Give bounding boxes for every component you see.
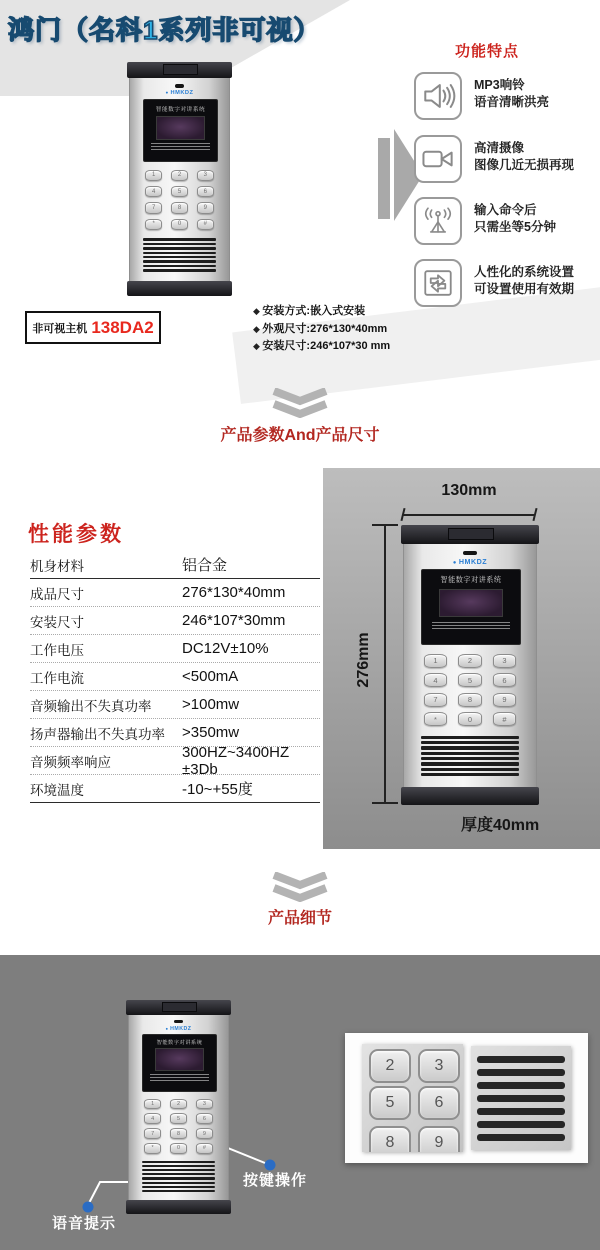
grille-bar — [143, 260, 216, 262]
panel-title: 智能数字对讲系统 — [156, 1039, 203, 1046]
grille-bar — [142, 1190, 215, 1192]
details-section — [0, 955, 600, 1250]
key-9: 9 — [197, 202, 215, 213]
spec-bullet: ◆ 外观尺寸:276*130*40mm — [253, 321, 390, 339]
closeup-key-2: 2 — [369, 1049, 411, 1083]
feature-line2: 只需坐等5分钟 — [474, 220, 556, 234]
lcd-screen — [439, 589, 504, 618]
param-row — [30, 635, 320, 663]
chevron-down-icon — [268, 388, 332, 418]
grille-bar — [143, 243, 216, 245]
dim-height-label: 276mm — [355, 632, 372, 688]
panel-text-line — [150, 1077, 209, 1078]
speaker-grille — [142, 1161, 215, 1192]
installation-specs — [253, 303, 390, 356]
key-6: 6 — [493, 673, 516, 687]
brand-logo: ● HMKDZ — [130, 90, 229, 96]
feature-line1: 输入命令后 — [474, 203, 537, 217]
param-label: 成品尺寸 — [30, 586, 84, 602]
param-row — [30, 775, 320, 803]
brand-logo: ● HMKDZ — [129, 1026, 228, 1032]
feature-text — [474, 264, 574, 298]
key-#: # — [197, 219, 215, 230]
divider-label-params: 产品参数And产品尺寸 — [220, 427, 380, 444]
feature-text — [474, 202, 556, 236]
grille-bar — [421, 741, 519, 744]
key-2: 2 — [170, 1099, 188, 1109]
mic-indicator — [463, 551, 476, 555]
param-value: 300HZ~3400HZ ±3Db — [182, 743, 290, 778]
panel-title: 智能数字对讲系统 — [440, 575, 502, 584]
model-label: 非可视主机 — [32, 322, 88, 335]
feature-line2: 语音清晰洪亮 — [474, 95, 550, 109]
dim-height-line — [384, 525, 386, 803]
param-row — [30, 579, 320, 607]
param-row — [30, 691, 320, 719]
param-row — [30, 551, 320, 579]
param-value: DC12V±10% — [182, 640, 269, 657]
lcd-screen — [156, 116, 205, 140]
model-badge — [25, 311, 161, 344]
keypad — [424, 654, 516, 726]
param-label: 机身材料 — [30, 558, 84, 574]
mic-indicator — [175, 84, 185, 88]
callout-label-keys: 按键操作 — [243, 1172, 308, 1189]
panel-text-line — [150, 1080, 209, 1081]
param-label: 扬声器输出不失真功率 — [30, 726, 165, 742]
key-5: 5 — [171, 186, 189, 197]
key-8: 8 — [458, 693, 481, 707]
speaker-icon — [414, 72, 462, 120]
dim-width-label: 130mm — [441, 482, 497, 499]
key-9: 9 — [493, 693, 516, 707]
unit-bottom-cap — [401, 787, 539, 805]
feature-line1: MP3响铃 — [474, 78, 525, 92]
grille-bar — [143, 238, 216, 240]
unit-top-cap — [401, 525, 539, 544]
panel-text-line — [432, 622, 510, 623]
key-8: 8 — [171, 202, 189, 213]
panel-text-line — [151, 149, 210, 150]
param-value: <500mA — [182, 668, 239, 685]
display-panel — [143, 99, 218, 162]
dimension-product-image — [403, 525, 537, 805]
param-label: 安装尺寸 — [30, 614, 84, 630]
unit-bottom-cap — [126, 1200, 231, 1214]
brand-logo: ● HMKDZ — [404, 558, 536, 566]
grille-bar — [142, 1182, 215, 1184]
key-3: 3 — [196, 1099, 214, 1109]
key-0: 0 — [171, 219, 189, 230]
panel-text-line — [151, 143, 210, 144]
param-value: 铝合金 — [182, 557, 228, 574]
key-4: 4 — [144, 1113, 162, 1123]
camera-icon — [414, 135, 462, 183]
keypad — [145, 170, 214, 230]
display-panel — [421, 569, 521, 645]
keypad — [144, 1099, 213, 1154]
grille-bar — [421, 773, 519, 776]
mic-indicator — [174, 1020, 184, 1023]
key-2: 2 — [171, 170, 189, 181]
closeup-key-3: 3 — [418, 1049, 460, 1083]
key-1: 1 — [144, 1099, 162, 1109]
feature-item — [414, 72, 600, 120]
feature-item — [414, 259, 600, 307]
panel-text-line — [150, 1074, 209, 1075]
closeup-key-5: 5 — [369, 1086, 411, 1120]
chevron-down-icon — [268, 872, 332, 902]
grille-bar — [142, 1177, 215, 1179]
unit-top-cap — [127, 62, 232, 78]
param-value: 246*107*30mm — [182, 612, 286, 629]
grille-bar — [421, 736, 519, 739]
divider-label-details: 产品细节 — [267, 910, 332, 927]
grille-bar — [421, 768, 519, 771]
param-row — [30, 663, 320, 691]
speaker-grille — [421, 736, 519, 776]
grille-bar — [142, 1173, 215, 1175]
feature-line2: 可设置使用有效期 — [474, 282, 575, 296]
antenna-icon — [414, 197, 462, 245]
panel-title: 智能数字对讲系统 — [155, 106, 206, 113]
key-7: 7 — [144, 1128, 162, 1138]
key-4: 4 — [145, 186, 163, 197]
grille-bar — [421, 757, 519, 760]
page-title: 鸿门（名科1系列非可视） — [8, 15, 321, 45]
key-9: 9 — [196, 1128, 214, 1138]
grille-bar — [421, 746, 519, 749]
key-#: # — [196, 1143, 214, 1153]
grille-bar — [142, 1169, 215, 1171]
dim-cap — [372, 524, 398, 526]
feature-line1: 高清摄像 — [474, 141, 525, 155]
feature-line1: 人性化的系统设置 — [474, 265, 575, 279]
speaker-grille — [143, 238, 216, 272]
grille-bar — [142, 1186, 215, 1188]
feature-text — [474, 140, 574, 174]
key-3: 3 — [197, 170, 215, 181]
grille-bar — [143, 256, 216, 258]
key-5: 5 — [170, 1113, 188, 1123]
panel-text-line — [432, 628, 510, 629]
key-1: 1 — [145, 170, 163, 181]
key-*: * — [145, 219, 163, 230]
spec-bullet: ◆ 安装尺寸:246*107*30 mm — [253, 338, 390, 356]
panel-text-line — [151, 146, 210, 147]
dim-width-line — [403, 514, 535, 516]
key-0: 0 — [170, 1143, 188, 1153]
right-arrow-graphic — [378, 138, 390, 219]
key-8: 8 — [170, 1128, 188, 1138]
key-3: 3 — [493, 654, 516, 668]
key-4: 4 — [424, 673, 447, 687]
key-7: 7 — [145, 202, 163, 213]
param-label: 工作电压 — [30, 642, 84, 658]
key-1: 1 — [424, 654, 447, 668]
exchange-arrows-icon — [414, 259, 462, 307]
key-2: 2 — [458, 654, 481, 668]
params-heading: 性能参数 — [28, 523, 124, 546]
grille-bar — [421, 762, 519, 765]
details-product-image — [128, 1000, 229, 1214]
dim-tick — [532, 508, 537, 521]
key-*: * — [424, 712, 447, 726]
unit-bottom-cap — [127, 281, 232, 296]
lcd-screen — [155, 1048, 204, 1070]
key-6: 6 — [196, 1113, 214, 1123]
param-label: 音频输出不失真功率 — [30, 698, 152, 714]
closeup-key-6: 6 — [418, 1086, 460, 1120]
param-value: >350mw — [182, 724, 240, 741]
callout-label-voice: 语音提示 — [52, 1215, 117, 1232]
display-panel — [142, 1034, 217, 1092]
parameters-table — [30, 551, 320, 803]
param-value: 276*130*40mm — [182, 584, 286, 601]
dim-depth-label: 厚度40mm — [461, 817, 540, 834]
panel-text-line — [432, 625, 510, 626]
features-heading: 功能特点 — [454, 43, 519, 60]
feature-text — [474, 77, 549, 111]
grille-bar — [143, 247, 216, 249]
key-5: 5 — [458, 673, 481, 687]
key-0: 0 — [458, 712, 481, 726]
callout-lines — [0, 955, 600, 1250]
key-#: # — [493, 712, 516, 726]
closeup-key-9: 9 — [418, 1126, 460, 1152]
hero-product-image — [129, 62, 230, 296]
param-value: >100mw — [182, 696, 240, 713]
grille-bar — [142, 1165, 215, 1167]
model-number: 138DA2 — [91, 317, 154, 337]
key-6: 6 — [197, 186, 215, 197]
param-value: -10~+55度 — [182, 781, 253, 798]
grille-bar — [143, 269, 216, 271]
grille-bar — [421, 752, 519, 755]
param-row — [30, 743, 320, 778]
grille-bar — [142, 1161, 215, 1163]
grille-bar — [143, 265, 216, 267]
dimension-figure — [323, 468, 600, 849]
unit-top-cap — [126, 1000, 231, 1015]
param-label: 环境温度 — [30, 782, 84, 798]
closeup-key-8: 8 — [369, 1126, 411, 1152]
feature-item — [414, 197, 600, 245]
dim-cap — [372, 802, 398, 804]
grille-bar — [143, 252, 216, 254]
key-7: 7 — [424, 693, 447, 707]
feature-line2: 图像几近无损再现 — [474, 158, 575, 172]
param-row — [30, 607, 320, 635]
feature-item — [414, 135, 600, 183]
param-label: 音频频率响应 — [30, 754, 111, 770]
spec-bullet: ◆ 安装方式:嵌入式安装 — [253, 303, 390, 321]
key-*: * — [144, 1143, 162, 1153]
param-label: 工作电流 — [30, 670, 84, 686]
